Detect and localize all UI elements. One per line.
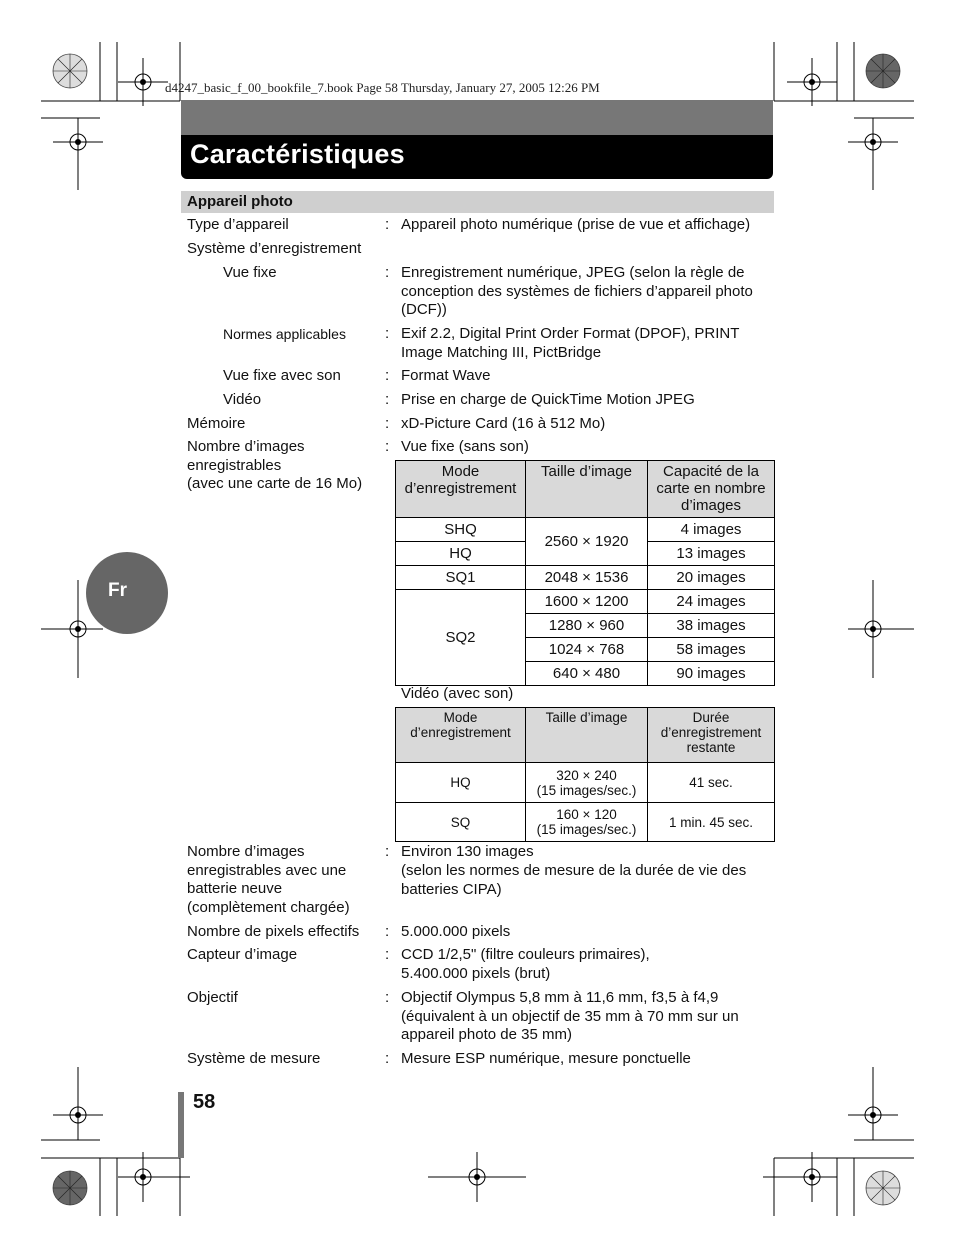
table-cell: SQ bbox=[396, 803, 526, 842]
page-number-bar bbox=[178, 1092, 184, 1158]
movie-table-caption: Vidéo (avec son) bbox=[401, 685, 514, 702]
page-title: Caractéristiques bbox=[190, 139, 405, 169]
spec-colon: : bbox=[385, 946, 390, 963]
still-image-capacity-table bbox=[395, 460, 775, 686]
table-cell: SHQ bbox=[396, 518, 526, 542]
table-cell bbox=[526, 763, 648, 803]
spec-label-normes: Normes applicables bbox=[223, 326, 346, 342]
language-tab-label: Fr bbox=[108, 580, 127, 601]
page-number: 58 bbox=[193, 1091, 216, 1113]
spec-label-vue-fixe: Vue fixe bbox=[223, 264, 277, 281]
table-header: Mode d’enregistrement bbox=[396, 461, 526, 518]
spec-value-nombre: Vue fixe (sans son) bbox=[401, 438, 529, 455]
table-cell: 2048 × 1536 bbox=[526, 566, 648, 590]
spec-value-capteur-2: 5.400.000 pixels (brut) bbox=[401, 965, 551, 982]
spec-label-batterie-4: (complètement chargée) bbox=[187, 899, 350, 916]
table-header: Durée d’enregistrement restante bbox=[648, 708, 775, 763]
table-cell bbox=[526, 803, 648, 842]
title-bar-accent bbox=[181, 100, 773, 135]
spec-colon: : bbox=[385, 325, 390, 342]
table-cell: 1600 × 1200 bbox=[526, 590, 648, 614]
spec-value-normes: Exif 2.2, Digital Print Order Format (DPOF), PRINT Image Matching III, PictBridge bbox=[401, 325, 740, 361]
table-cell: 1 min. 45 sec. bbox=[648, 803, 775, 842]
spec-colon: : bbox=[385, 1050, 390, 1067]
spec-label-batterie-2: enregistrables avec une bbox=[187, 862, 347, 879]
table-cell: 640 × 480 bbox=[526, 662, 648, 686]
table-cell: 1024 × 768 bbox=[526, 638, 648, 662]
table-header: Taille d’image bbox=[526, 708, 648, 763]
spec-value-vue-son: Format Wave bbox=[401, 367, 491, 384]
table-cell: 1280 × 960 bbox=[526, 614, 648, 638]
image-size: 320 × 240 bbox=[556, 767, 617, 783]
spec-label-objectif: Objectif bbox=[187, 989, 238, 1006]
spec-label-batterie-3: batterie neuve bbox=[187, 880, 283, 897]
spec-colon: : bbox=[385, 438, 390, 455]
spec-value-batterie-1: Environ 130 images bbox=[401, 843, 534, 860]
spec-label-vue-son: Vue fixe avec son bbox=[223, 367, 341, 384]
spec-label-video: Vidéo bbox=[223, 391, 262, 408]
table-cell: 58 images bbox=[648, 638, 775, 662]
spec-value-vue-fixe: Enregistrement numérique, JPEG (selon la règle de conception des systèmes de fichiers d’appareil photo (DCF)) bbox=[401, 264, 753, 319]
spec-colon: : bbox=[385, 415, 390, 432]
frame-rate: (15 images/sec.) bbox=[536, 782, 637, 798]
table-cell: 20 images bbox=[648, 566, 775, 590]
spec-label-capteur: Capteur d’image bbox=[187, 946, 298, 963]
spec-value-type: Appareil photo numérique (prise de vue et affichage) bbox=[401, 216, 751, 233]
table-cell: HQ bbox=[396, 763, 526, 803]
spec-value-mesure: Mesure ESP numérique, mesure ponctuelle bbox=[401, 1050, 691, 1067]
spec-label-mesure: Système de mesure bbox=[187, 1050, 321, 1067]
table-cell: 38 images bbox=[648, 614, 775, 638]
spec-value-objectif: Objectif Olympus 5,8 mm à 11,6 mm, f3,5 à f4,9 (équivalent à un objectif de 35 mm à 70 mm sur un appareil photo de 35 mm) bbox=[401, 989, 739, 1044]
spec-colon: : bbox=[385, 989, 390, 1006]
spec-label-nombre-2: enregistrables bbox=[187, 457, 282, 474]
language-tab bbox=[86, 552, 168, 634]
spec-colon: : bbox=[385, 923, 390, 940]
spec-colon: : bbox=[385, 367, 390, 384]
table-cell: 24 images bbox=[648, 590, 775, 614]
spec-value-memoire: xD-Picture Card (16 à 512 Mo) bbox=[401, 415, 606, 432]
spec-label-batterie-1: Nombre d’images bbox=[187, 843, 305, 860]
table-cell: 90 images bbox=[648, 662, 775, 686]
spec-label-systeme: Système d’enregistrement bbox=[187, 240, 362, 257]
table-header: Mode d’enregistrement bbox=[396, 708, 526, 763]
spec-value-video: Prise en charge de QuickTime Motion JPEG bbox=[401, 391, 695, 408]
table-cell: 2560 × 1920 bbox=[526, 518, 648, 566]
spec-label-memoire: Mémoire bbox=[187, 415, 246, 432]
table-cell: HQ bbox=[396, 542, 526, 566]
frame-rate: (15 images/sec.) bbox=[536, 822, 637, 837]
spec-label-nombre-1: Nombre d’images bbox=[187, 438, 305, 455]
table-header: Taille d’image bbox=[526, 461, 648, 518]
table-cell: 13 images bbox=[648, 542, 775, 566]
spec-value-batterie-2: (selon les normes de mesure de la durée de vie des batteries CIPA) bbox=[401, 862, 747, 898]
spec-value-pixels: 5.000.000 pixels bbox=[401, 923, 511, 940]
spec-label-type: Type d’appareil bbox=[187, 216, 289, 233]
spec-label-nombre-3: (avec une carte de 16 Mo) bbox=[187, 475, 363, 492]
image-size: 160 × 120 bbox=[556, 807, 617, 822]
section-title: Appareil photo bbox=[187, 193, 293, 210]
movie-recording-table bbox=[395, 707, 775, 842]
spec-label-pixels: Nombre de pixels effectifs bbox=[187, 923, 360, 940]
spec-colon: : bbox=[385, 843, 390, 860]
table-header: Capacité de la carte en nombre d’images bbox=[648, 461, 775, 518]
print-header-line: d4247_basic_f_00_bookfile_7.book Page 58 Thursday, January 27, 2005 12:26 PM bbox=[165, 80, 600, 95]
table-cell: 4 images bbox=[648, 518, 775, 542]
table-cell: 41 sec. bbox=[648, 763, 775, 803]
table-cell: SQ1 bbox=[396, 566, 526, 590]
spec-colon: : bbox=[385, 264, 390, 281]
spec-value-capteur-1: CCD 1/2,5" (filtre couleurs primaires), bbox=[401, 946, 650, 963]
spec-colon: : bbox=[385, 391, 390, 408]
spec-colon: : bbox=[385, 216, 390, 233]
table-cell: SQ2 bbox=[396, 590, 526, 686]
